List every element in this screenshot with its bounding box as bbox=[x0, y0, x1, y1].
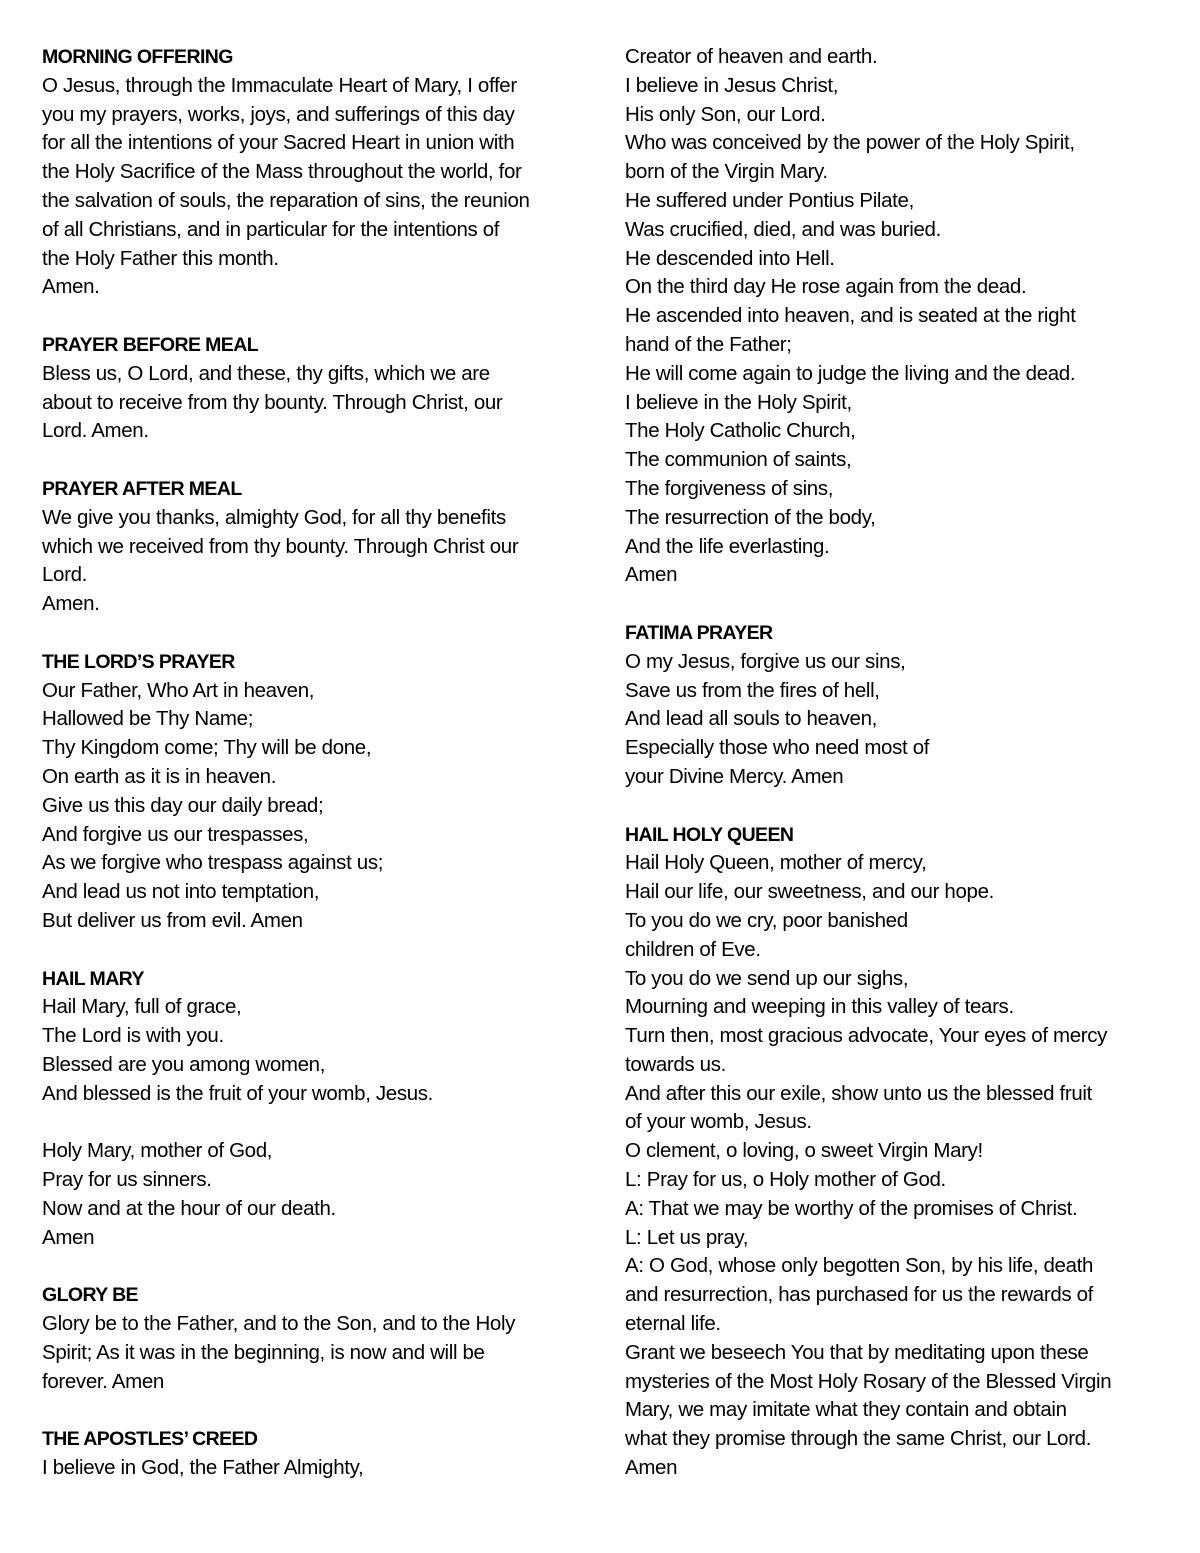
prayer-heading: THE LORD’S PRAYER bbox=[42, 650, 235, 673]
prayer-line: Was crucified, died, and was buried. bbox=[625, 217, 941, 241]
prayer-line: I believe in the Holy Spirit, bbox=[625, 390, 852, 414]
prayer-line: the Holy Sacrifice of the Mass throughout the world, for bbox=[42, 160, 522, 184]
prayer-line: Mary, we may imitate what they contain and obtain bbox=[625, 1398, 1067, 1422]
prayer-line: Our Father, Who Art in heaven, bbox=[42, 678, 315, 702]
prayer-line: forever. Amen bbox=[42, 1369, 164, 1393]
stanza-break bbox=[42, 1108, 590, 1137]
prayer-line: A: O God, whose only begotten Son, by his life, death bbox=[625, 1254, 1094, 1278]
prayer-line: And blessed is the fruit of your womb, Jesus. bbox=[42, 1081, 434, 1105]
prayer-line: He ascended into heaven, and is seated at the right bbox=[625, 304, 1076, 328]
prayer-line: And forgive us our trespasses, bbox=[42, 822, 309, 846]
prayer-line: about to receive from thy bounty. Through Christ, our bbox=[42, 390, 503, 414]
prayer-line: And the life everlasting. bbox=[625, 534, 830, 558]
prayer-line: On earth as it is in heaven. bbox=[42, 764, 277, 788]
prayer-section-prayer-after-meal bbox=[42, 475, 590, 619]
prayer-line: Give us this day our daily bread; bbox=[42, 793, 324, 817]
prayer-line: O my Jesus, forgive us our sins, bbox=[625, 649, 906, 673]
prayer-section-creed-continued bbox=[625, 43, 1185, 590]
prayer-line: hand of the Father; bbox=[625, 332, 792, 356]
prayer-line: As we forgive who trespass against us; bbox=[42, 851, 384, 875]
prayer-line: The Holy Catholic Church, bbox=[625, 419, 856, 443]
prayer-line: And lead us not into temptation, bbox=[42, 880, 320, 904]
prayer-section-glory-be bbox=[42, 1281, 590, 1396]
prayer-line: Now and at the hour of our death. bbox=[42, 1196, 336, 1220]
prayer-heading: GLORY BE bbox=[42, 1284, 138, 1307]
prayer-section-the-apostles-creed bbox=[42, 1425, 590, 1483]
prayer-line: of your womb, Jesus. bbox=[625, 1110, 812, 1134]
prayer-section-hail-mary bbox=[42, 965, 590, 1253]
prayer-line: eternal life. bbox=[625, 1312, 721, 1336]
prayer-line: I believe in God, the Father Almighty, bbox=[42, 1456, 364, 1480]
prayer-line: the Holy Father this month. bbox=[42, 246, 279, 270]
prayer-line: Lord. bbox=[42, 563, 87, 587]
prayer-line: mysteries of the Most Holy Rosary of the Blessed Virgin bbox=[625, 1369, 1112, 1393]
prayer-section-hail-holy-queen bbox=[625, 821, 1185, 1483]
prayer-line: Bless us, O Lord, and these, thy gifts, which we are bbox=[42, 361, 490, 385]
prayer-line: And after this our exile, show unto us the blessed fruit bbox=[625, 1081, 1092, 1105]
prayer-line: The communion of saints, bbox=[625, 448, 852, 472]
prayer-line: L: Pray for us, o Holy mother of God. bbox=[625, 1168, 946, 1192]
prayer-line: Amen. bbox=[42, 275, 100, 299]
prayer-heading: PRAYER AFTER MEAL bbox=[42, 477, 242, 500]
prayer-line: I believe in Jesus Christ, bbox=[625, 73, 839, 97]
prayer-line: born of the Virgin Mary. bbox=[625, 160, 828, 184]
prayer-section-prayer-before-meal bbox=[42, 331, 590, 446]
prayer-heading: PRAYER BEFORE MEAL bbox=[42, 333, 259, 356]
prayer-line: Hallowed be Thy Name; bbox=[42, 707, 254, 731]
prayer-line: Hail Holy Queen, mother of mercy, bbox=[625, 851, 927, 875]
prayer-line: Amen bbox=[625, 563, 678, 587]
prayer-heading: HAIL HOLY QUEEN bbox=[625, 823, 794, 846]
prayer-line: We give you thanks, almighty God, for all thy benefits bbox=[42, 505, 506, 529]
prayer-line: Blessed are you among women, bbox=[42, 1052, 326, 1076]
prayer-line: Amen bbox=[42, 1225, 95, 1249]
prayer-line: of all Christians, and in particular for the intentions of bbox=[42, 217, 500, 241]
prayer-line: To you do we send up our sighs, bbox=[625, 966, 909, 990]
prayer-line: your Divine Mercy. Amen bbox=[625, 764, 844, 788]
prayer-line: Holy Mary, mother of God, bbox=[42, 1139, 273, 1163]
prayer-line: Save us from the fires of hell, bbox=[625, 678, 880, 702]
prayer-line: Thy Kingdom come; Thy will be done, bbox=[42, 736, 372, 760]
prayer-line: A: That we may be worthy of the promises of Christ. bbox=[625, 1196, 1078, 1220]
prayer-line: But deliver us from evil. Amen bbox=[42, 908, 303, 932]
prayer-heading: FATIMA PRAYER bbox=[625, 621, 773, 644]
prayer-section-fatima-prayer bbox=[625, 619, 1185, 792]
prayer-line: The Lord is with you. bbox=[42, 1024, 224, 1048]
prayer-line: To you do we cry, poor banished bbox=[625, 908, 908, 932]
prayer-line: The resurrection of the body, bbox=[625, 505, 876, 529]
prayer-line: children of Eve. bbox=[625, 937, 761, 961]
prayer-line: Turn then, most gracious advocate, Your eyes of mercy bbox=[625, 1024, 1108, 1048]
prayer-line: Lord. Amen. bbox=[42, 419, 149, 443]
prayer-line: Especially those who need most of bbox=[625, 736, 930, 760]
prayer-line: He suffered under Pontius Pilate, bbox=[625, 188, 914, 212]
prayer-line: Creator of heaven and earth. bbox=[625, 45, 878, 68]
prayer-line: Grant we beseech You that by meditating upon these bbox=[625, 1340, 1089, 1364]
prayer-line: Spirit; As it was in the beginning, is now and will be bbox=[42, 1340, 485, 1364]
prayer-line: the salvation of souls, the reparation of sins, the reunion bbox=[42, 188, 530, 212]
prayer-line: And lead all souls to heaven, bbox=[625, 707, 877, 731]
prayer-line: Hail our life, our sweetness, and our hope. bbox=[625, 880, 994, 904]
prayer-section-morning-offering bbox=[42, 43, 590, 302]
prayer-line: On the third day He rose again from the dead. bbox=[625, 275, 1027, 299]
prayer-heading: MORNING OFFERING bbox=[42, 46, 233, 68]
prayer-line: The forgiveness of sins, bbox=[625, 476, 834, 500]
prayer-line: His only Son, our Lord. bbox=[625, 102, 826, 126]
prayer-line: towards us. bbox=[625, 1052, 726, 1076]
prayer-line: He will come again to judge the living and the dead. bbox=[625, 361, 1076, 385]
prayer-line: Amen. bbox=[42, 592, 100, 616]
prayer-line: O clement, o loving, o sweet Virgin Mary! bbox=[625, 1139, 983, 1163]
prayer-heading: HAIL MARY bbox=[42, 967, 144, 990]
left-column bbox=[42, 43, 590, 1512]
prayer-line: Glory be to the Father, and to the Son, and to the Holy bbox=[42, 1312, 516, 1336]
prayer-line: Amen bbox=[625, 1456, 678, 1480]
prayer-line: what they promise through the same Christ, our Lord. bbox=[625, 1427, 1092, 1451]
prayer-line: Pray for us sinners. bbox=[42, 1168, 212, 1192]
prayer-line: and resurrection, has purchased for us the rewards of bbox=[625, 1283, 1094, 1307]
prayer-line: L: Let us pray, bbox=[625, 1225, 749, 1249]
prayer-line: Hail Mary, full of grace, bbox=[42, 995, 242, 1019]
prayer-heading: THE APOSTLES’ CREED bbox=[42, 1428, 258, 1451]
right-column bbox=[625, 43, 1185, 1512]
prayer-line: you my prayers, works, joys, and sufferings of this day bbox=[42, 102, 515, 126]
prayer-line: Who was conceived by the power of the Holy Spirit, bbox=[625, 131, 1075, 155]
prayer-line: He descended into Hell. bbox=[625, 246, 835, 270]
prayer-section-the-lord-s-prayer bbox=[42, 648, 590, 936]
prayer-line: which we received from thy bounty. Through Christ our bbox=[42, 534, 519, 558]
prayer-line: O Jesus, through the Immaculate Heart of Mary, I offer bbox=[42, 73, 517, 97]
prayer-line: Mourning and weeping in this valley of tears. bbox=[625, 995, 1014, 1019]
prayer-line: for all the intentions of your Sacred Heart in union with bbox=[42, 131, 515, 155]
